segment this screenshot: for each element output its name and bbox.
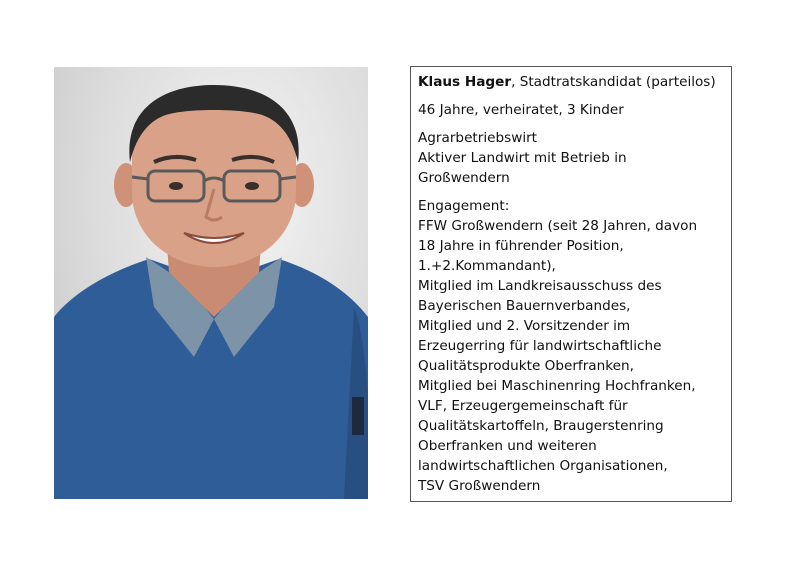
candidate-portrait-photo xyxy=(54,67,368,499)
engagement-line: landwirtschaftlichen Organisationen, xyxy=(418,458,668,474)
engagement-line: 18 Jahre in führender Position, xyxy=(418,238,624,254)
candidate-role: , Stadtratskandidat (parteilos) xyxy=(511,74,716,90)
engagement-line: Qualitätskartoffeln, Braugerstenring xyxy=(418,418,664,434)
candidate-heading xyxy=(418,72,725,92)
sleeve-badge xyxy=(352,397,364,435)
engagement-line: FFW Großwendern (seit 28 Jahren, davon xyxy=(418,218,698,234)
portrait-illustration xyxy=(54,67,368,499)
engagement-line: VLF, Erzeugergemeinschaft für xyxy=(418,398,628,414)
engagement-line: Bayerischen Bauernverbandes, xyxy=(418,298,631,314)
candidate-name: Klaus Hager xyxy=(418,74,512,90)
profession-line: Großwendern xyxy=(418,170,510,186)
engagement-line: Mitglied und 2. Vorsitzender im xyxy=(418,318,631,334)
engagement-line: 1.+2.Kommandant), xyxy=(418,258,556,274)
personal-info xyxy=(418,100,725,120)
engagement-line: Mitglied im Landkreisausschuss des xyxy=(418,278,662,294)
profession-line: Agrarbetriebswirt xyxy=(418,130,538,146)
engagement-line: Mitglied bei Maschinenring Hochfranken, xyxy=(418,378,696,394)
engagement-line: Oberfranken und weiteren xyxy=(418,438,597,454)
engagement-section xyxy=(418,196,725,496)
engagement-heading: Engagement: xyxy=(418,198,510,214)
engagement-line: Erzeugerring für landwirtschaftliche xyxy=(418,338,662,354)
candidate-bio-box xyxy=(410,66,732,502)
personal-info-line: 46 Jahre, verheiratet, 3 Kinder xyxy=(418,102,624,118)
profession-section xyxy=(418,128,725,188)
engagement-line: TSV Großwendern xyxy=(418,478,541,494)
engagement-line: Qualitätsprodukte Oberfranken, xyxy=(418,358,634,374)
profession-line: Aktiver Landwirt mit Betrieb in xyxy=(418,150,627,166)
